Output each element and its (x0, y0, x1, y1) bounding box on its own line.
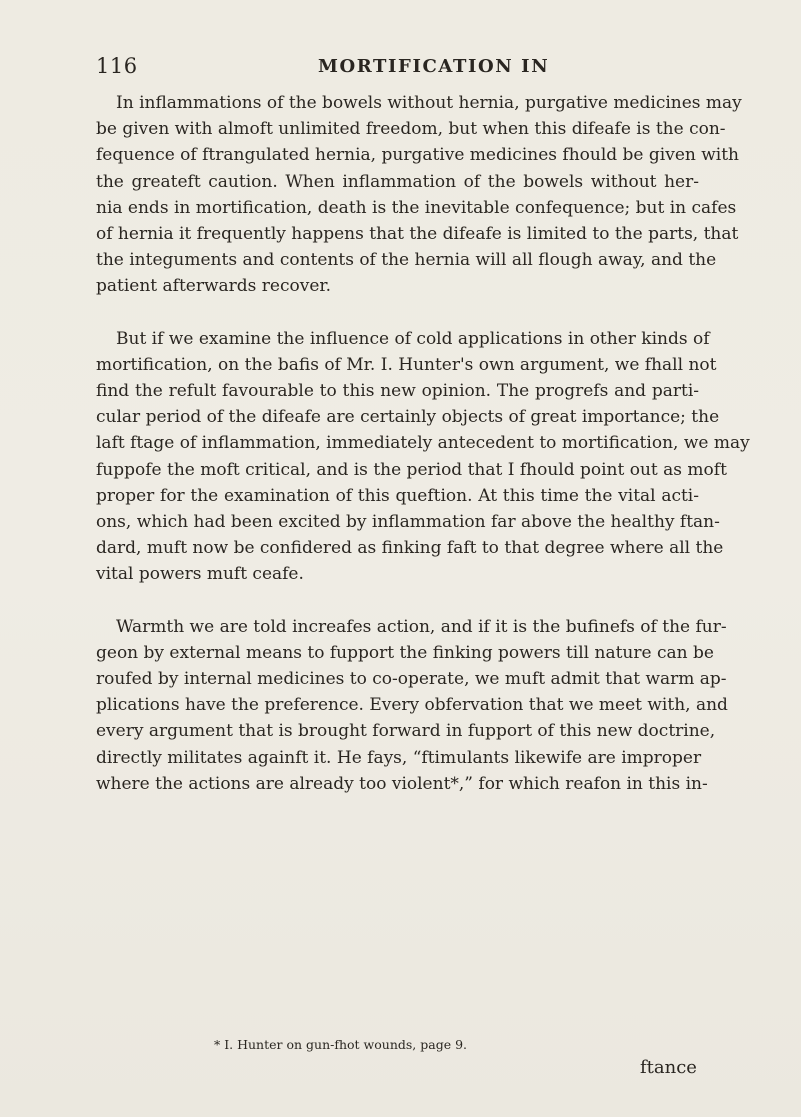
paragraph-2 (96, 326, 750, 588)
text-line: geon by external means to fupport the finking powers till nature can be (96, 642, 714, 663)
text-line: patient afterwards recover. (96, 276, 332, 297)
text-line: In inflammations of the bowels without hernia, purgative medicines may (116, 93, 742, 113)
text-line: Warmth we are told increafes action, and if it is the bufinefs of the fur- (116, 616, 727, 637)
text-line: proper for the examination of this queftion. At this time the vital acti- (96, 485, 699, 506)
text-line: the integuments and contents of the hernia will all flough away, and the (96, 250, 717, 271)
catchword: ftance (640, 1057, 697, 1078)
text-line: every argument that is brought forward in fupport of this new doctrine, (96, 721, 716, 742)
text-line: the greateft caution. When inflammation of the bowels without her- (96, 171, 699, 192)
body-text (96, 90, 750, 797)
text-line: fuppofe the moft critical, and is the period that I fhould point out as moft (96, 459, 727, 480)
text-line: mortification, on the bafis of Mr. I. Hunter's own argument, we fhall not (96, 354, 717, 375)
text-line: nia ends in mortification, death is the inevitable confequence; but in cafes (96, 197, 737, 218)
text-line: laft ftage of inflammation, immediately antecedent to mortification, we may (96, 433, 750, 454)
paragraph-1 (96, 90, 742, 300)
footnote: * I. Hunter on gun-fhot wounds, page 9. (214, 1037, 467, 1052)
page-number: 116 (96, 54, 138, 78)
page-header (96, 54, 696, 86)
text-line: directly militates againft it. He fays, “ftimulants likewife are improper (96, 747, 702, 768)
text-line: vital powers muft ceafe. (96, 564, 304, 585)
text-line: where the actions are already too violent*,” for which reafon in this in- (96, 773, 708, 794)
text-line: fequence of ftrangulated hernia, purgative medicines fhould be given with (96, 145, 739, 166)
text-line: find the refult favourable to this new opinion. The progrefs and parti- (96, 381, 699, 402)
text-line: dard, muft now be confidered as finking faft to that degree where all the (96, 538, 724, 559)
text-line: cular period of the difeafe are certainly objects of great importance; the (96, 407, 720, 428)
text-line: be given with almoft unlimited freedom, but when this difeafe is the con- (96, 119, 726, 140)
running-head: MORTIFICATION IN (318, 56, 550, 77)
text-line: of hernia it frequently happens that the difeafe is limited to the parts, that (96, 224, 739, 245)
paragraph-3 (96, 614, 728, 797)
text-line: roufed by internal medicines to co-operate, we muft admit that warm ap- (96, 669, 727, 690)
text-line: ons, which had been excited by inflammation far above the healthy ftan- (96, 512, 720, 533)
text-line: plications have the preference. Every obfervation that we meet with, and (96, 695, 728, 716)
text-line: But if we examine the influence of cold applications in other kinds of (116, 328, 710, 349)
